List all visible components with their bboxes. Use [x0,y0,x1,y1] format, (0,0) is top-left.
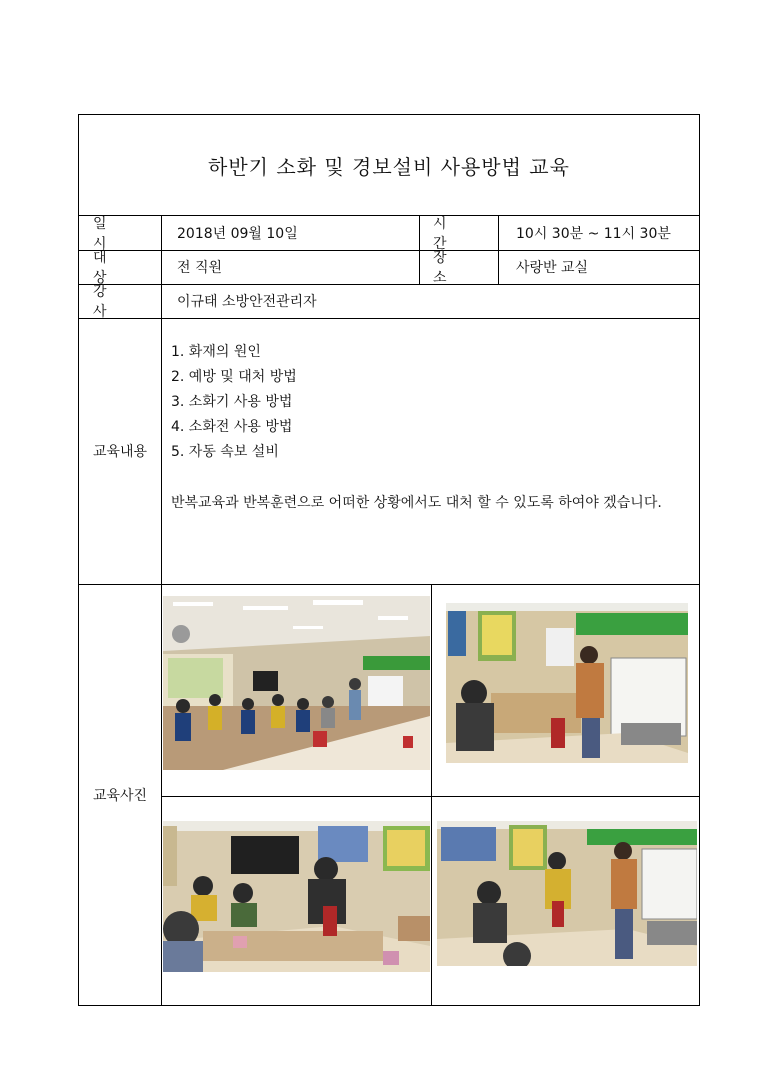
content-item: 4. 소화전 사용 방법 [171,419,293,435]
education-photo-4 [437,821,697,966]
place-value: 사랑반 교실 [516,260,589,276]
divider [431,584,432,1005]
divider [498,215,499,284]
time-value: 10시 30분 ~ 11시 30분 [516,225,671,242]
content-item: 1. 화재의 원인 [171,344,261,360]
divider [161,796,699,797]
document-title: 하반기 소화 및 경보설비 사용방법 교육 [208,154,570,179]
education-photo-2 [446,603,688,763]
photo-label: 교육사진 [92,787,148,804]
date-label: 일 시 [93,215,121,252]
content-item: 3. 소화기 사용 방법 [171,394,293,410]
content-body [171,340,699,516]
instructor-label: 강 사 [93,284,121,320]
content-item: 2. 예방 및 대처 방법 [171,369,297,385]
education-photo-1 [163,596,430,770]
divider [79,584,699,585]
content-label: 교육내용 [92,444,148,460]
education-photo-3 [163,821,430,972]
divider [79,318,699,319]
instructor-value: 이규태 소방안전관리자 [177,294,317,310]
place-label: 장 소 [433,250,461,286]
target-value: 전 직원 [177,260,223,276]
date-value: 2018년 09월 10일 [177,225,298,242]
target-label: 대 상 [93,250,121,286]
content-item: 5. 자동 속보 설비 [171,444,279,460]
time-label: 시 간 [433,215,461,252]
education-report-table [78,114,700,1006]
divider [161,215,162,1005]
content-paragraph: 반복교육과 반복훈련으로 어떠한 상황에서도 대처 할 수 있도록 하여야 겠습니다. [171,495,662,511]
